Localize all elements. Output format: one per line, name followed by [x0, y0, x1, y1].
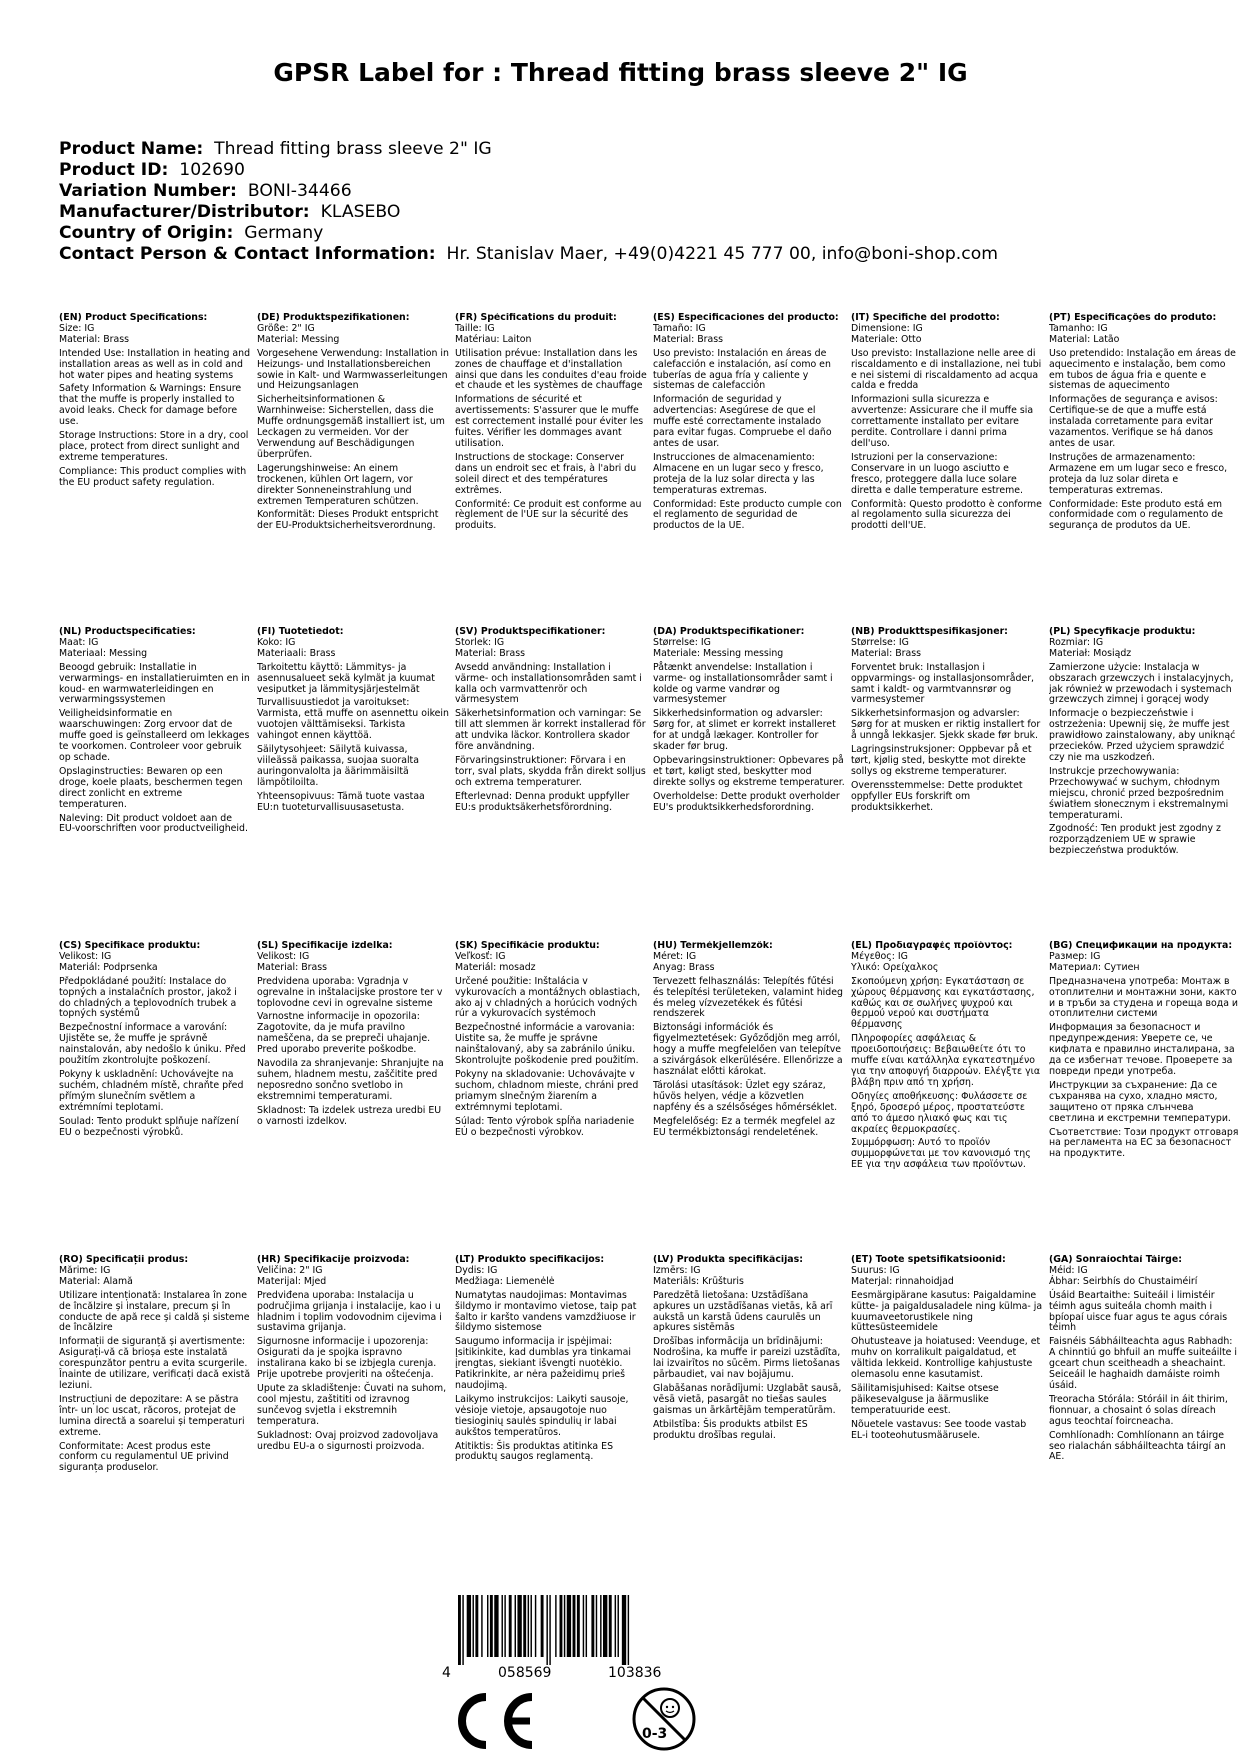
info-row [59, 244, 998, 265]
spec-line: Bezpečnostní informace a varování: Ujistěte se, že muffe je správně nainstalován, aby nedošlo k úniku. Před použitím zkontrolujte poškození. [59, 1022, 246, 1067]
spec-line: Conformidade: Este produto está em conformidade com o regulamento de segurança de produtos da UE. [1049, 498, 1224, 532]
spec-line: Materjal: rinnahoidjad [851, 1275, 954, 1287]
info-key: Manufacturer/Distributor: [59, 202, 310, 222]
spec-line: Intended Use: Installation in heating and installation areas as well as in cold and hot water pipes and heating systems [59, 347, 251, 381]
spec-line: Размер: IG [1049, 950, 1101, 962]
spec-line: Informații de siguranță și avertismente: Asigurați-vă că brioșa este instalată corespunzător pentru a evita scurgerile. Înainte de utilizare, verificați dacă există leziuni. [59, 1336, 251, 1391]
barcode-bar [615, 1595, 616, 1657]
spec-block [1049, 1255, 1241, 1569]
spec-block [59, 313, 257, 627]
spec-line: Soulad: Tento produkt splňuje nařízení EU o bezpečnosti výrobků. [59, 1115, 239, 1138]
spec-line: Σκοπούμενη χρήση: Εγκατάσταση σε χώρους θέρμανσης και εγκατάστασης, καθώς και σε σωλήνες ψυχρού και θερμού νερού και συστήματα θέρμανσης [851, 975, 1035, 1031]
spec-heading: (LV) Produkta specifikācijas: [653, 1255, 803, 1265]
info-key: Product ID: [59, 160, 169, 180]
info-key: Country of Origin: [59, 223, 234, 243]
info-value: BONI-34466 [247, 181, 352, 201]
spec-line: Compliance: This product complies with the EU product safety regulation. [59, 465, 247, 488]
spec-line: Utilizare intenționată: Instalarea în zone de încălzire și instalare, precum și în conducte de apă rece și caldă și sisteme de încălzire [59, 1289, 250, 1334]
spec-line: Información de seguridad y advertencias: Asegúrese de que el muffe esté correctamente instalado para evitar fugas. Compruebe el daño antes de usar. [653, 394, 832, 449]
spec-block [59, 941, 257, 1255]
spec-line: Určené použitie: Inštalácia v vykurovacích a montážnych oblastiach, ako aj v chladných a horúcich vodných rúr a vykurovacích systémoch [455, 975, 641, 1020]
spec-line: Μέγεθος: IG [851, 950, 908, 962]
info-row [59, 202, 998, 223]
barcode-bar [473, 1595, 474, 1657]
spec-line: Skladnost: Ta izdelek ustreza uredbi EU o varnosti izdelkov. [257, 1104, 442, 1127]
spec-block [257, 627, 455, 941]
barcode-bar [560, 1595, 563, 1657]
spec-line: Material: Brass [653, 333, 724, 345]
spec-heading: (BG) Спецификации на продукта: [1049, 941, 1233, 951]
barcode-bar [622, 1595, 626, 1665]
spec-line: Storage Instructions: Store in a dry, cool place, protect from direct sunlight and extreme temperatures. [59, 430, 249, 463]
spec-block [455, 313, 653, 627]
spec-line: Eesmärgipärane kasutus: Paigaldamine kütte- ja paigaldusaladele ning külma- ja kuumaveetorustikele ning küttesüsteemidele [851, 1289, 1043, 1334]
spec-line: Ábhar: Seirbhís do Chustaiméirí [1049, 1275, 1198, 1287]
spec-line: Tamanho: IG [1049, 322, 1108, 334]
spec-block [455, 1255, 653, 1569]
spec-block [1049, 941, 1241, 1255]
spec-block [653, 941, 851, 1255]
spec-line: Velikost: IG [59, 950, 112, 962]
spec-block [851, 313, 1049, 627]
spec-line: Tamaño: IG [653, 322, 706, 334]
barcode-bar [487, 1595, 488, 1657]
spec-line: Drošības informācija un brīdinājumi: Nodrošina, ka muffe ir pareizi uzstādīta, lai izvairītos no sūcēm. Pirms lietošanas pārbaudiet, vai nav bojājumu. [653, 1336, 841, 1381]
info-value: Thread fitting brass sleeve 2" IG [214, 139, 492, 159]
spec-line: Opslaginstructies: Bewaren op een droge, koele plaats, beschermen tegen direct zonlicht en extreme temperaturen. [59, 765, 243, 810]
spec-block [653, 1255, 851, 1569]
spec-line: Bezpečnostné informácie a varovania: Uistite sa, že muffe je správne nainštalovaný, aby sa zabránilo úniku. Skontrolujte poškodenie pred použitím. [455, 1022, 639, 1067]
spec-line: Predviđena uporaba: Instalacija u područjima grijanja i instalacije, kao i u hladnim i toplim vodovodnim cijevima i sustavima grijanja. [257, 1289, 442, 1334]
barcode-bar [618, 1595, 619, 1657]
barcode-bar [586, 1595, 587, 1657]
spec-line: Opbevaringsinstruktioner: Opbevares på et tørt, køligt sted, beskytter mod direkte sollys og ekstreme temperaturer. [653, 754, 845, 788]
barcode-digit-lead: 4 [442, 1665, 451, 1679]
spec-line: Material: Messing [257, 333, 340, 345]
spec-line: Informacje o bezpieczeństwie i ostrzeżenia: Upewnij się, że muffe jest prawidłowo zainstalowany, aby uniknąć przecieków. Przed użyciem sprawdzić czy nie ma uszkodzeń. [1049, 708, 1236, 763]
spec-line: Tárolási utasítások: Üzlet egy száraz, hűvös helyen, védje a közvetlen napfény és a szélsőséges hőmérséklet. [653, 1079, 838, 1113]
spec-line: Lagerungshinweise: An einem trockenen, kühlen Ort lagern, vor direkter Sonneneinstrahlung und extremen Temperaturen schützen. [257, 462, 419, 507]
spec-line: Laikymo instrukcijos: Laikyti sausoje, vėsioje vietoje, apsaugotoje nuo tiesioginių saulės spindulių ir labai aukštos temperatūros. [455, 1393, 629, 1438]
barcode-bar [596, 1595, 597, 1657]
spec-line: Treoracha Stórála: Stóráil in áit thirim, fionnuar, a chosaint ó solas díreach agus teochtaí foircneacha. [1049, 1393, 1228, 1427]
spec-line: Comhlíonadh: Comhlíonann an táirge seo rialachán sábháilteachta táirgí an AE. [1049, 1429, 1226, 1463]
spec-line: Materiál: mosadz [455, 961, 536, 973]
spec-line: Säkerhetsinformation och varningar: Se till att slemmen är korrekt installerad för att undvika läckor. Kontrollera skador före användning. [455, 708, 646, 753]
info-value: 102690 [179, 160, 245, 180]
spec-block [257, 313, 455, 627]
spec-line: Material: Latão [1049, 333, 1120, 345]
spec-heading: (NL) Productspecificaties: [59, 627, 196, 637]
spec-line: Dimensione: IG [851, 322, 923, 334]
spec-line: Zamierzone użycie: Instalacja w obszarach grzewczych i instalacyjnych, jak również w przewodach i systemach grzewczych zimnej i gorącej wody [1049, 661, 1234, 706]
ce-mark-icon [456, 1691, 538, 1751]
info-key: Variation Number: [59, 181, 237, 201]
spec-line: Material: Alamă [59, 1275, 133, 1287]
spec-line: Atbilstība: Šis produkts atbilst ES produktu drošības regulai. [653, 1418, 808, 1441]
spec-line: Υλικό: Ορείχαλκος [851, 961, 939, 973]
spec-line: Materiāls: Krūšturis [653, 1275, 744, 1287]
spec-block [653, 313, 851, 627]
spec-line: Suurus: IG [851, 1264, 900, 1276]
barcode-bar [603, 1595, 607, 1657]
spec-line: Beoogd gebruik: Installatie in verwarmings- en installatieruimten en in koud- en warmwaterleidingen en verwarmingssystemen [59, 661, 250, 706]
spec-line: Material: Brass [851, 647, 922, 659]
spec-line: Glabāšanas norādījumi: Uzglabāt sausā, vēsā vietā, pasargāt no tiešas saules gaismas un ārkārtējām temperatūrām. [653, 1382, 842, 1416]
spec-heading: (SL) Specifikacije izdelka: [257, 941, 393, 951]
spec-line: Koko: IG [257, 636, 296, 648]
spec-line: Material: Brass [59, 333, 130, 345]
spec-line: Material: Brass [257, 961, 328, 973]
spec-line: Sigurnosne informacije i upozorenja: Osigurati da je spojka ispravno instalirana kako bi se izbjegla curenja. Prije upotrebe provjeriti na oštećenja. [257, 1336, 437, 1381]
barcode-bar [567, 1595, 571, 1657]
info-value: KLASEBO [320, 202, 401, 222]
spec-line: Naleving: Dit product voldoet aan de EU-voorschriften voor productveiligheid. [59, 812, 248, 835]
info-value: Hr. Stanislav Maer, +49(0)4221 45 777 00, info@boni-shop.com [446, 244, 998, 264]
barcode-digits-right: 103836 [608, 1665, 662, 1679]
spec-block [59, 627, 257, 941]
spec-line: Maat: IG [59, 636, 99, 648]
barcode-digits-left: 058569 [498, 1665, 552, 1679]
spec-line: Méret: IG [653, 950, 697, 962]
spec-heading: (FR) Spécifications du produit: [455, 313, 617, 323]
spec-line: Instrucțiuni de depozitare: A se păstra într- un loc uscat, răcoros, protejat de lumina directă a soarelui și temperaturi extreme. [59, 1393, 245, 1438]
spec-heading: (DE) Produktspezifikationen: [257, 313, 410, 323]
spec-block [653, 627, 851, 941]
barcode-bar [475, 1595, 478, 1657]
spec-heading: (HU) Termékjellemzők: [653, 941, 773, 951]
spec-line: Varnostne informacije in opozorila: Zagotovite, da je mufa pravilno nameščena, da se prepreči uhajanje. Pred uporabo preverite poškodbe. [257, 1011, 431, 1056]
spec-block [257, 1255, 455, 1569]
info-key: Contact Person & Contact Information: [59, 244, 436, 264]
barcode-bar [583, 1595, 584, 1657]
spec-line: Størrelse: IG [653, 636, 711, 648]
barcode-bar [591, 1595, 594, 1657]
spec-line: Instruções de armazenamento: Armazene em um lugar seco e fresco, proteja da luz solar direta e temperaturas extremas. [1049, 451, 1228, 496]
spec-line: Předpokládané použití: Instalace do topných a instalačních prostor, jakož i do chladných a teplovodních trubek a topných systémů [59, 975, 237, 1020]
spec-line: Ohutusteave ja hoiatused: Veenduge, et muhv on korralikult paigaldatud, et vältida lekkeid. Kontrollige kahjustuste olemasolu enne kasutamist. [851, 1336, 1041, 1381]
spec-line: Conformité: Ce produit est conforme au règlement de l'UE sur la sécurité des produits. [455, 498, 642, 532]
spec-line: Instructions de stockage: Conserver dans un endroit sec et frais, à l'abri du soleil direct et des températures extrêmes. [455, 451, 637, 496]
spec-line: Yhteensopivuus: Tämä tuote vastaa EU:n tuoteturvallisuusasetusta. [257, 790, 425, 813]
spec-line: Veiligheidsinformatie en waarschuwingen: Zorg ervoor dat de muffe goed is geïnstalleerd om lekkages te voorkomen. Controleer voor gebruik op schade. [59, 708, 250, 763]
barcode-bar [517, 1595, 521, 1657]
spec-heading: (DA) Produktspecifikationer: [653, 627, 805, 637]
spec-line: Overholdelse: Dette produkt overholder EU's produktsikkerhedsforordning. [653, 790, 840, 813]
spec-block [257, 941, 455, 1255]
page-title: GPSR Label for : Thread fitting brass sleeve 2" IG [273, 58, 968, 87]
info-row [59, 139, 998, 160]
barcode [438, 1595, 710, 1679]
spec-line: Tarkoitettu käyttö: Lämmitys- ja asennusalueet sekä kylmät ja kuumat vesiputket ja lämmitysjärjestelmät [257, 661, 435, 695]
spec-line: Taille: IG [455, 322, 495, 334]
barcode-bar [509, 1595, 512, 1657]
spec-block [455, 627, 653, 941]
spec-line: Материал: Сутиен [1049, 961, 1140, 973]
spec-heading: (NB) Produkttspesifikasjoner: [851, 627, 1008, 637]
spec-line: Pokyny na skladovanie: Uchovávajte v suchom, chladnom mieste, chráni pred priamym slnečným žiarením a extrémnymi teplotami. [455, 1068, 639, 1113]
spec-line: Conformitate: Acest produs este conform cu regulamentul UE privind siguranța produselor. [59, 1440, 229, 1474]
spec-heading: (ES) Especificaciones del producto: [653, 313, 839, 323]
spec-line: Påtænkt anvendelse: Installation i varme- og installationsområder samt i kolde og varme vandrør og varmesystemer [653, 661, 833, 706]
info-value: Germany [244, 223, 324, 243]
spec-line: Numatytas naudojimas: Montavimas šildymo ir montavimo vietose, taip pat šalto ir karšto vandens vamzdžiuose ir šildymo sistemose [455, 1289, 637, 1334]
spec-line: Material: Brass [455, 647, 526, 659]
barcode-bar [481, 1595, 482, 1657]
spec-line: Safety Information & Warnings: Ensure that the muffe is properly installed to avoid leaks. Check for damage before use. [59, 383, 242, 428]
spec-line: Förvaringsinstruktioner: Förvara i en torr, sval plats, skydda från direkt solljus och extrema temperaturer. [455, 754, 646, 788]
barcode-bar [546, 1595, 547, 1665]
spec-line: Οδηγίες αποθήκευσης: Φυλάσσετε σε ξηρό, δροσερό μέρος, προστατεύστε από το άμεσο ηλιακό φως και τις ακραίες θερμοκρασίες. [851, 1090, 1028, 1135]
spec-line: Säilitamisjuhised: Kaitse otsese päikesevalguse ja äärmuslike temperatuuride eest. [851, 1382, 999, 1416]
spec-line: Uso pretendido: Instalação em áreas de aquecimento e instalação, bem como em tubos de água fria e quente e sistemas de aquecimento [1049, 347, 1236, 392]
barcode-bar [467, 1595, 471, 1657]
spec-heading: (PL) Specyfikacje produktu: [1049, 627, 1196, 637]
spec-line: Upute za skladištenje: Čuvati na suhom, cool mjestu, zaštititi od izravnog sunčevog svjetla i ekstremnih temperatura. [257, 1382, 447, 1427]
spec-block [851, 627, 1049, 941]
spec-line: Materiale: Messing messing [653, 647, 784, 659]
spec-line: Materiale: Otto [851, 333, 922, 345]
spec-line: Instrukcje przechowywania: Przechowywać w suchym, chłodnym miejscu, chronić przed bezpośrednim światłem słonecznym i ekstremalnymi temperaturami. [1049, 765, 1229, 821]
spec-line: Efterlevnad: Denna produkt uppfyller EU:s produktsäkerhetsförordning. [455, 790, 630, 813]
spec-grid [59, 313, 1239, 1569]
spec-heading: (EN) Product Specifications: [59, 313, 208, 323]
spec-line: Veľkosť: IG [455, 950, 506, 962]
spec-line: Materiaal: Messing [59, 647, 148, 659]
spec-block [59, 1255, 257, 1569]
spec-line: Matériau: Laiton [455, 333, 532, 345]
spec-line: Megfelelőség: Ez a termék megfelel az EU termékbiztonsági rendeletének. [653, 1115, 835, 1138]
barcode-bar [573, 1595, 576, 1657]
barcode-bar [458, 1595, 461, 1665]
spec-line: Súlad: Tento výrobok spĺňa nariadenie EÚ o bezpečnosti výrobkov. [455, 1115, 635, 1138]
barcode-bar [609, 1595, 612, 1657]
spec-heading: (ET) Toote spetsifikatsioonid: [851, 1255, 1006, 1265]
spec-line: Informações de segurança e avisos: Certifique-se de que a muffe está instalada corretamente para evitar vazamentos. Verifique se há danos antes de usar. [1049, 394, 1218, 449]
not-for-children-under-3-icon [631, 1686, 697, 1752]
spec-line: Vorgesehene Verwendung: Installation in Heizungs- und Installationsbereichen sowie in Kalt- und Warmwasserleitungen und Heizungsanlagen [257, 347, 449, 392]
spec-line: Izmērs: IG [653, 1264, 701, 1276]
spec-block [1049, 627, 1241, 941]
barcode-bar [628, 1595, 629, 1665]
info-row [59, 181, 998, 202]
info-row [59, 160, 998, 181]
spec-heading: (LT) Produkto specifikacijos: [455, 1255, 605, 1265]
spec-line: Sicherheitsinformationen & Warnhinweise: Sicherstellen, dass die Muffe ordnungsgemäß installiert ist, um Leckagen zu vermeiden. Vor der Verwendung auf Beschädigungen überprüfen. [257, 394, 445, 460]
barcode-bar [555, 1595, 556, 1657]
spec-line: Veličina: 2" IG [257, 1264, 323, 1276]
spec-line: Predvidena uporaba: Vgradnja v ogrevalne in inštalacijske prostore ter v toplovodne cevi in ogrevalne sisteme [257, 975, 443, 1009]
spec-line: Информация за безопасност и предупреждения: Уверете се, че кифлата е правилно инсталирана, за да се избегнат течове. Проверете за повреди преди употреба. [1049, 1022, 1235, 1077]
info-row [59, 223, 998, 244]
spec-heading: (EL) Προδιαγραφές προϊόντος: [851, 941, 1013, 951]
barcode-bar [515, 1595, 516, 1657]
spec-line: Uso previsto: Installazione nelle aree di riscaldamento e di installazione, nei tubi e nei sistemi di riscaldamento ad acqua calda e fredda [851, 347, 1042, 392]
spec-line: Størrelse: IG [851, 636, 909, 648]
spec-line: Atitiktis: Šis produktas atitinka ES produktų saugos reglamentą. [455, 1440, 614, 1463]
spec-line: Instrucciones de almacenamiento: Almacene en un lugar seco y fresco, proteja de la luz solar directa y las temperaturas extremas. [653, 451, 824, 496]
spec-line: Πληροφορίες ασφάλειας & προειδοποιήσεις: Βεβαιωθείτε ότι το muffe είναι κατάλληλα εγκατεστημένο για την αποφυγή διαρροών. Ελέγξτε για βλάβη πριν από τη χρήση. [851, 1033, 1041, 1088]
barcode-bar [494, 1595, 498, 1657]
barcode-bar [523, 1595, 526, 1657]
spec-line: Dydis: IG [455, 1264, 498, 1276]
spec-line: Utilisation prévue: Installation dans les zones de chauffage et d'installation ainsi que dans les conduites d'eau froide et chaude et les systèmes de chauffage [455, 347, 647, 392]
spec-heading: (RO) Specificații produs: [59, 1255, 189, 1265]
spec-line: Συμμόρφωση: Αυτό το προϊόν συμμορφώνεται με τον κανονισμό της ΕΕ για την ασφάλεια των προϊόντων. [851, 1137, 1031, 1171]
barcode-bar [531, 1595, 532, 1657]
spec-line: Size: IG [59, 322, 95, 334]
spec-heading: (PT) Especificações do produto: [1049, 313, 1217, 323]
spec-line: Sikkerhedsinformation og advarsler: Sørg for, at slimet er korrekt installeret for at undgå lækager. Kontroller for skader før brug. [653, 708, 836, 753]
spec-line: Предназначена употреба: Монтаж в отоплителни и монтажни зони, както и в тръби за студена и гореща вода и отоплителни системи [1049, 975, 1239, 1020]
spec-heading: (SV) Produktspecifikationer: [455, 627, 606, 637]
barcode-bar [528, 1595, 529, 1657]
spec-line: Turvallisuustiedot ja varoitukset: Varmista, että muffe on asennettu oikein vuotojen välttämiseksi. Tarkista vahingot ennen käyttöä. [257, 697, 449, 742]
barcode-bar [541, 1595, 544, 1657]
spec-heading: (GA) Sonraíochtaí Táirge: [1049, 1255, 1182, 1265]
spec-line: Materiał: Mosiądz [1049, 647, 1132, 659]
spec-block [455, 941, 653, 1255]
spec-heading: (FI) Tuotetiedot: [257, 627, 344, 637]
spec-line: Saugumo informacija ir įspėjimai: Įsitikinkite, kad dumblas yra tinkamai įrengtas, siekiant išvengti nuotėkio. Patikrinkite, ar nėra pažeidimų prieš naudojimą. [455, 1336, 631, 1391]
spec-block [1049, 313, 1241, 627]
spec-line: Konformität: Dieses Produkt entspricht der EU-Produktsicherheitsverordnung. [257, 509, 439, 532]
spec-line: Anyag: Brass [653, 961, 715, 973]
spec-line: Conformità: Questo prodotto è conforme al regolamento sulla sicurezza dei prodotti dell'UE. [851, 498, 1042, 532]
barcode-bar [535, 1595, 536, 1657]
spec-heading: (SK) Špecifikácie produktu: [455, 941, 600, 951]
spec-line: Lagringsinstruksjoner: Oppbevar på et tørt, kjølig sted, beskytte mot direkte sollys og ekstreme temperaturer. [851, 744, 1032, 777]
spec-line: Tervezett felhasználás: Telepítés fűtési és telepítési területeken, valamint hideg és meleg vízvezetékek és fűtési rendszerek [653, 975, 843, 1020]
spec-line: Istruzioni per la conservazione: Conservare in un luogo asciutto e fresco, proteggere dalla luce solare diretta e dalle temperature estreme. [851, 451, 1023, 496]
barcode-bar [600, 1595, 601, 1657]
spec-line: Úsáid Beartaithe: Suiteáil i limistéir téimh agus suiteála chomh maith i bpíopaí uisce fuar agus te agus córais téimh [1049, 1289, 1228, 1334]
spec-line: Faisnéis Sábháilteachta agus Rabhadh: A chinntiú go bhfuil an muffe suiteáilte i gceart chun sceitheadh a sheachaint. Seiceáil le haghaidh damáiste roimh úsáid. [1049, 1336, 1237, 1391]
product-info [59, 139, 998, 265]
barcode-bar [490, 1595, 493, 1657]
spec-line: Съответствие: Този продукт отговаря на регламента на ЕС за безопасност на продуктите. [1049, 1126, 1239, 1160]
spec-line: Materiaali: Brass [257, 647, 336, 659]
barcode-bar [504, 1595, 505, 1657]
spec-line: Informazioni sulla sicurezza e avvertenze: Assicurare che il muffe sia correttamente installato per evitare perdite. Controllare i danni prima dell'uso. [851, 394, 1034, 449]
spec-heading: (CS) Specifikace produktu: [59, 941, 201, 951]
spec-line: Overensstemmelse: Dette produktet oppfyller EUs forskrift om produktsikkerhet. [851, 779, 1023, 813]
spec-line: Sukladnost: Ovaj proizvod zadovoljava uredbu EU-a o sigurnosti proizvoda. [257, 1429, 439, 1452]
spec-line: Sikkerhetsinformasjon og advarsler: Sørg for at musken er riktig installert for å unngå lekkasjer. Sjekk skade før bruk. [851, 708, 1041, 742]
spec-line: Pokyny k uskladnění: Uchovávejte na suchém, chladném místě, chraňte před přímým slunečním světlem a extrémními teplotami. [59, 1068, 244, 1113]
spec-line: Säilytysohjeet: Säilytä kuivassa, viileässä paikassa, suojaa suoralta auringonvalolta ja äärimmäisiltä lämpötiloilta. [257, 744, 419, 788]
spec-line: Größe: 2" IG [257, 322, 315, 334]
barcode-bar [549, 1595, 550, 1665]
spec-line: Zgodność: Ten produkt jest zgodny z rozporządzeniem UE w sprawie bezpieczeństwa produktów. [1049, 823, 1221, 857]
spec-block [851, 941, 1049, 1255]
spec-block [851, 1255, 1049, 1569]
spec-line: Velikost: IG [257, 950, 310, 962]
spec-line: Avsedd användning: Installation i värme- och installationsområden samt i kalla och varmvattenrör och värmesystem [455, 661, 642, 706]
barcode-bar [577, 1595, 580, 1657]
spec-heading: (HR) Specifikacije proizvoda: [257, 1255, 410, 1265]
spec-line: Forventet bruk: Installasjon i oppvarmings- og installasjonsområder, samt i kaldt- og varmtvannsrør og varmesystemer [851, 661, 1035, 706]
spec-line: Mărime: IG [59, 1264, 111, 1276]
age-label: 0-3 [642, 1726, 668, 1742]
spec-line: Materiál: Podprsenka [59, 961, 158, 973]
spec-line: Materijal: Mjed [257, 1275, 327, 1287]
spec-line: Biztonsági információk és figyelmeztetések: Győződjön meg arról, hogy a muffe megfelelően van telepítve a szivárgások elkerülésére. Ellenőrizze a használat előtti károkat. [653, 1022, 843, 1077]
spec-line: Navodila za shranjevanje: Shranjujte na suhem, hladnem mestu, zaščitite pred neposredno sončno svetlobo in ekstremnimi temperaturami. [257, 1058, 444, 1102]
spec-line: Informations de sécurité et avertissements: S'assurer que le muffe est correctement installé pour éviter les fuites. Vérifier les dommages avant utilisation. [455, 394, 644, 449]
spec-line: Conformidad: Este producto cumple con el reglamento de seguridad de productos de la UE. [653, 498, 842, 532]
info-key: Product Name: [59, 139, 204, 159]
spec-line: Medžiaga: Liemenėlė [455, 1275, 555, 1287]
barcode-bar [502, 1595, 503, 1657]
spec-line: Uso previsto: Instalación en áreas de calefacción e instalación, así como en tuberías de agua fría y caliente y sistemas de calefacción [653, 347, 831, 392]
spec-line: Paredzētā lietošana: Uzstādīšana apkures un uzstādīšanas vietās, kā arī aukstā un karstā ūdens caurulēs un apkures sistēmās [653, 1289, 833, 1334]
spec-line: Rozmiar: IG [1049, 636, 1104, 648]
spec-line: Méid: IG [1049, 1264, 1088, 1276]
spec-line: Nõuetele vastavus: See toode vastab EL-i tooteohutusmäärusele. [851, 1418, 1027, 1441]
barcode-bar [564, 1595, 565, 1657]
spec-line: Инструкции за съхранение: Да се съхранява на сухо, хладно място, защитено от пряка слънчева светлина и екстремни температури. [1049, 1079, 1231, 1124]
spec-heading: (IT) Specifiche del prodotto: [851, 313, 1000, 323]
spec-line: Storlek: IG [455, 636, 505, 648]
barcode-bar [462, 1595, 463, 1665]
